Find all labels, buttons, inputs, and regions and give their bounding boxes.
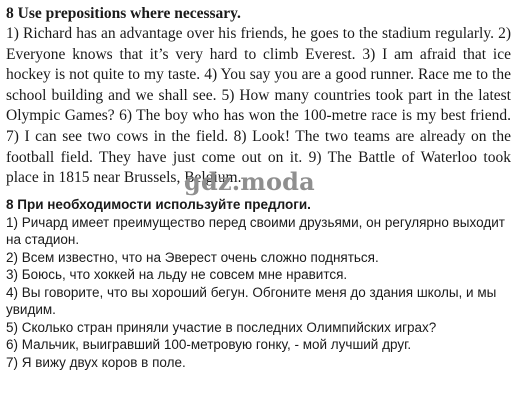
russian-item: 2) Всем известно, что на Эверест очень сложно подняться.	[6, 249, 379, 265]
russian-item: 1) Ричард имеет преимущество перед своими друзьями, он регулярно выходит на стадион.	[6, 214, 505, 247]
russian-item: 3) Боюсь, что хоккей на льду не совсем мне нравится.	[6, 267, 348, 282]
russian-item: 7) Я вижу двух коров в поле.	[6, 354, 186, 370]
russian-item: 5) Сколько стран приняли участие в последних Олимпийских играх?	[6, 319, 437, 335]
russian-heading: 8 При необходимости используйте предлоги.	[6, 197, 311, 212]
russian-section	[6, 196, 511, 371]
english-section	[6, 4, 511, 189]
english-heading: 8 Use prepositions where necessary.	[6, 5, 241, 22]
russian-item: 6) Мальчик, выигравший 100-метровую гонку, - мой лучший друг.	[6, 337, 412, 352]
english-text: 1) Richard has an advantage over his friends, he goes to the stadium regularly. 2) Everyone knows that it’s very hard to climb Everest. 3) I am afraid that ice hockey is not quite to my taste. 4) You say you are a good runner. Race me to the school building and we shall see. 5) How many countries took part in the latest Olympic Games? 6) The boy who has won the 100-metre race is my best friend. 7) I can see two cows in the field. 8) Look! The two teams are already on the football field. They have just come out on it. 9) The Battle of Waterloo took place in 1815 near Brussels, Belgium.	[6, 25, 511, 187]
russian-item: 4) Вы говорите, что вы хороший бегун. Обгоните меня до здания школы, и мы увидим.	[6, 284, 497, 317]
watermark: gdz.moda	[184, 167, 315, 196]
